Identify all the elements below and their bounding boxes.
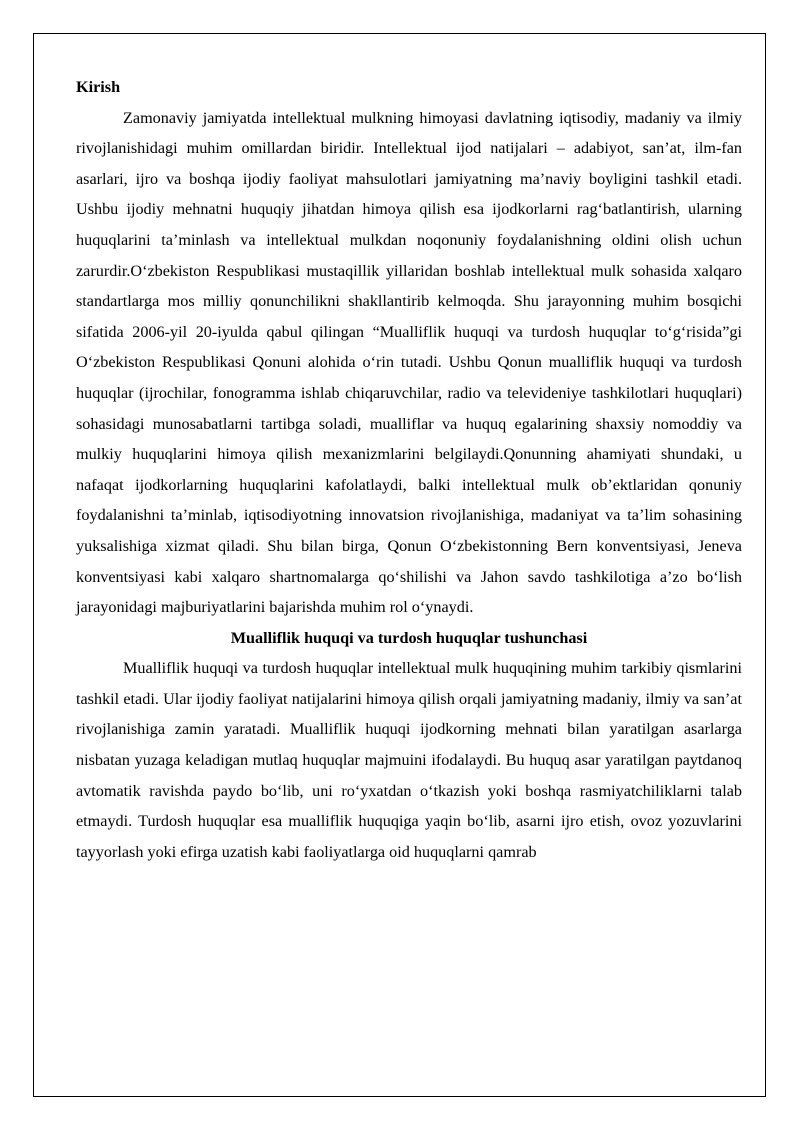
section-heading: Mualliflik huquqi va turdosh huquqlar tushunchasi [230,628,588,647]
section-paragraph: Mualliflik huquqi va turdosh huquqlar intellektual mulk huquqining muhim tarkibiy qismlarini tashkil etadi. Ular ijodiy faoliyat natijalarini himoya qilish orqali jamiyatning madaniy, ilmiy va san’at rivojlanishiga zamin yaratadi. Mualliflik huquqi ijodkorning mehnati bilan yaratilgan asarlarga nisbatan yuzaga keladigan mutlaq huquqlar majmuini ifodalaydi. Bu huquq asar yaratilgan paytdanoq avtomatik ravishda paydo bo‘lib, uni ro‘yxatdan o‘tkazish yoki boshqa rasmiyatchiliklarni talab etmaydi. Turdosh huquqlar esa mualliflik huquqiga yaqin bo‘lib, asarni ijro etish, ovoz yozuvlarini tayyorlash yoki efirga uzatish kabi faoliyatlarga oid huquqlarni qamrab [76,659,742,861]
intro-heading: Kirish [76,78,121,96]
intro-paragraph: Zamonaviy jamiyatda intellektual mulkning himoyasi davlatning iqtisodiy, madaniy va ilmiy rivojlanishidagi muhim omillardan biridir. Intellektual ijod natijalari – adabiyot, san’at, ilm-fan asarlari, ijro va boshqa ijodiy faoliyat mahsulotlari jamiyatning ma’naviy boyligini tashkil etadi. Ushbu ijodiy mehnatni huquqiy jihatdan himoya qilish esa ijodkorlarni rag‘batlantirish, ularning huquqlarini ta’minlash va intellektual mulkdan noqonuniy foydalanishning oldini olish uchun zarurdir.O‘zbekiston Respublikasi mustaqillik yillaridan boshlab intellektual mulk sohasida xalqaro standartlarga mos milliy qonunchilikni shakllantirib kelmoqda. Shu jarayonning muhim bosqichi sifatida 2006-yil 20-iyulda qabul qilingan “Mualliflik huquqi va turdosh huquqlar to‘g‘risida”gi O‘zbekiston Respublikasi Qonuni alohida o‘rin tutadi. Ushbu Qonun mualliflik huquqi va turdosh huquqlar (ijrochilar, fonogramma ishlab chiqaruvchilar, radio va televideniye tashkilotlari huquqlari) sohasidagi munosabatlarni tartibga soladi, mualliflar va huquq egalarining shaxsiy nomoddiy va mulkiy huquqlarini himoya qilish mexanizmlarini belgilaydi.Qonunning ahamiyati shundaki, u nafaqat ijodkorlarning huquqlarini kafolatlaydi, balki intellektual mulk ob’ektlaridan qonuniy foydalanishni ta’minlab, iqtisodiyotning innovatsion rivojlanishiga, madaniyat va ta’lim sohasining yuksalishiga xizmat qiladi. Shu bilan birga, Qonun O‘zbekistonning Bern konventsiyasi, Jeneva konventsiyasi kabi xalqaro shartnomalarga qo‘shilishi va Jahon savdo tashkilotiga a’zo bo‘lish jarayonidagi majburiyatlarini bajarishda muhim rol o‘ynaydi. [76,108,742,617]
document-body [76,72,742,867]
